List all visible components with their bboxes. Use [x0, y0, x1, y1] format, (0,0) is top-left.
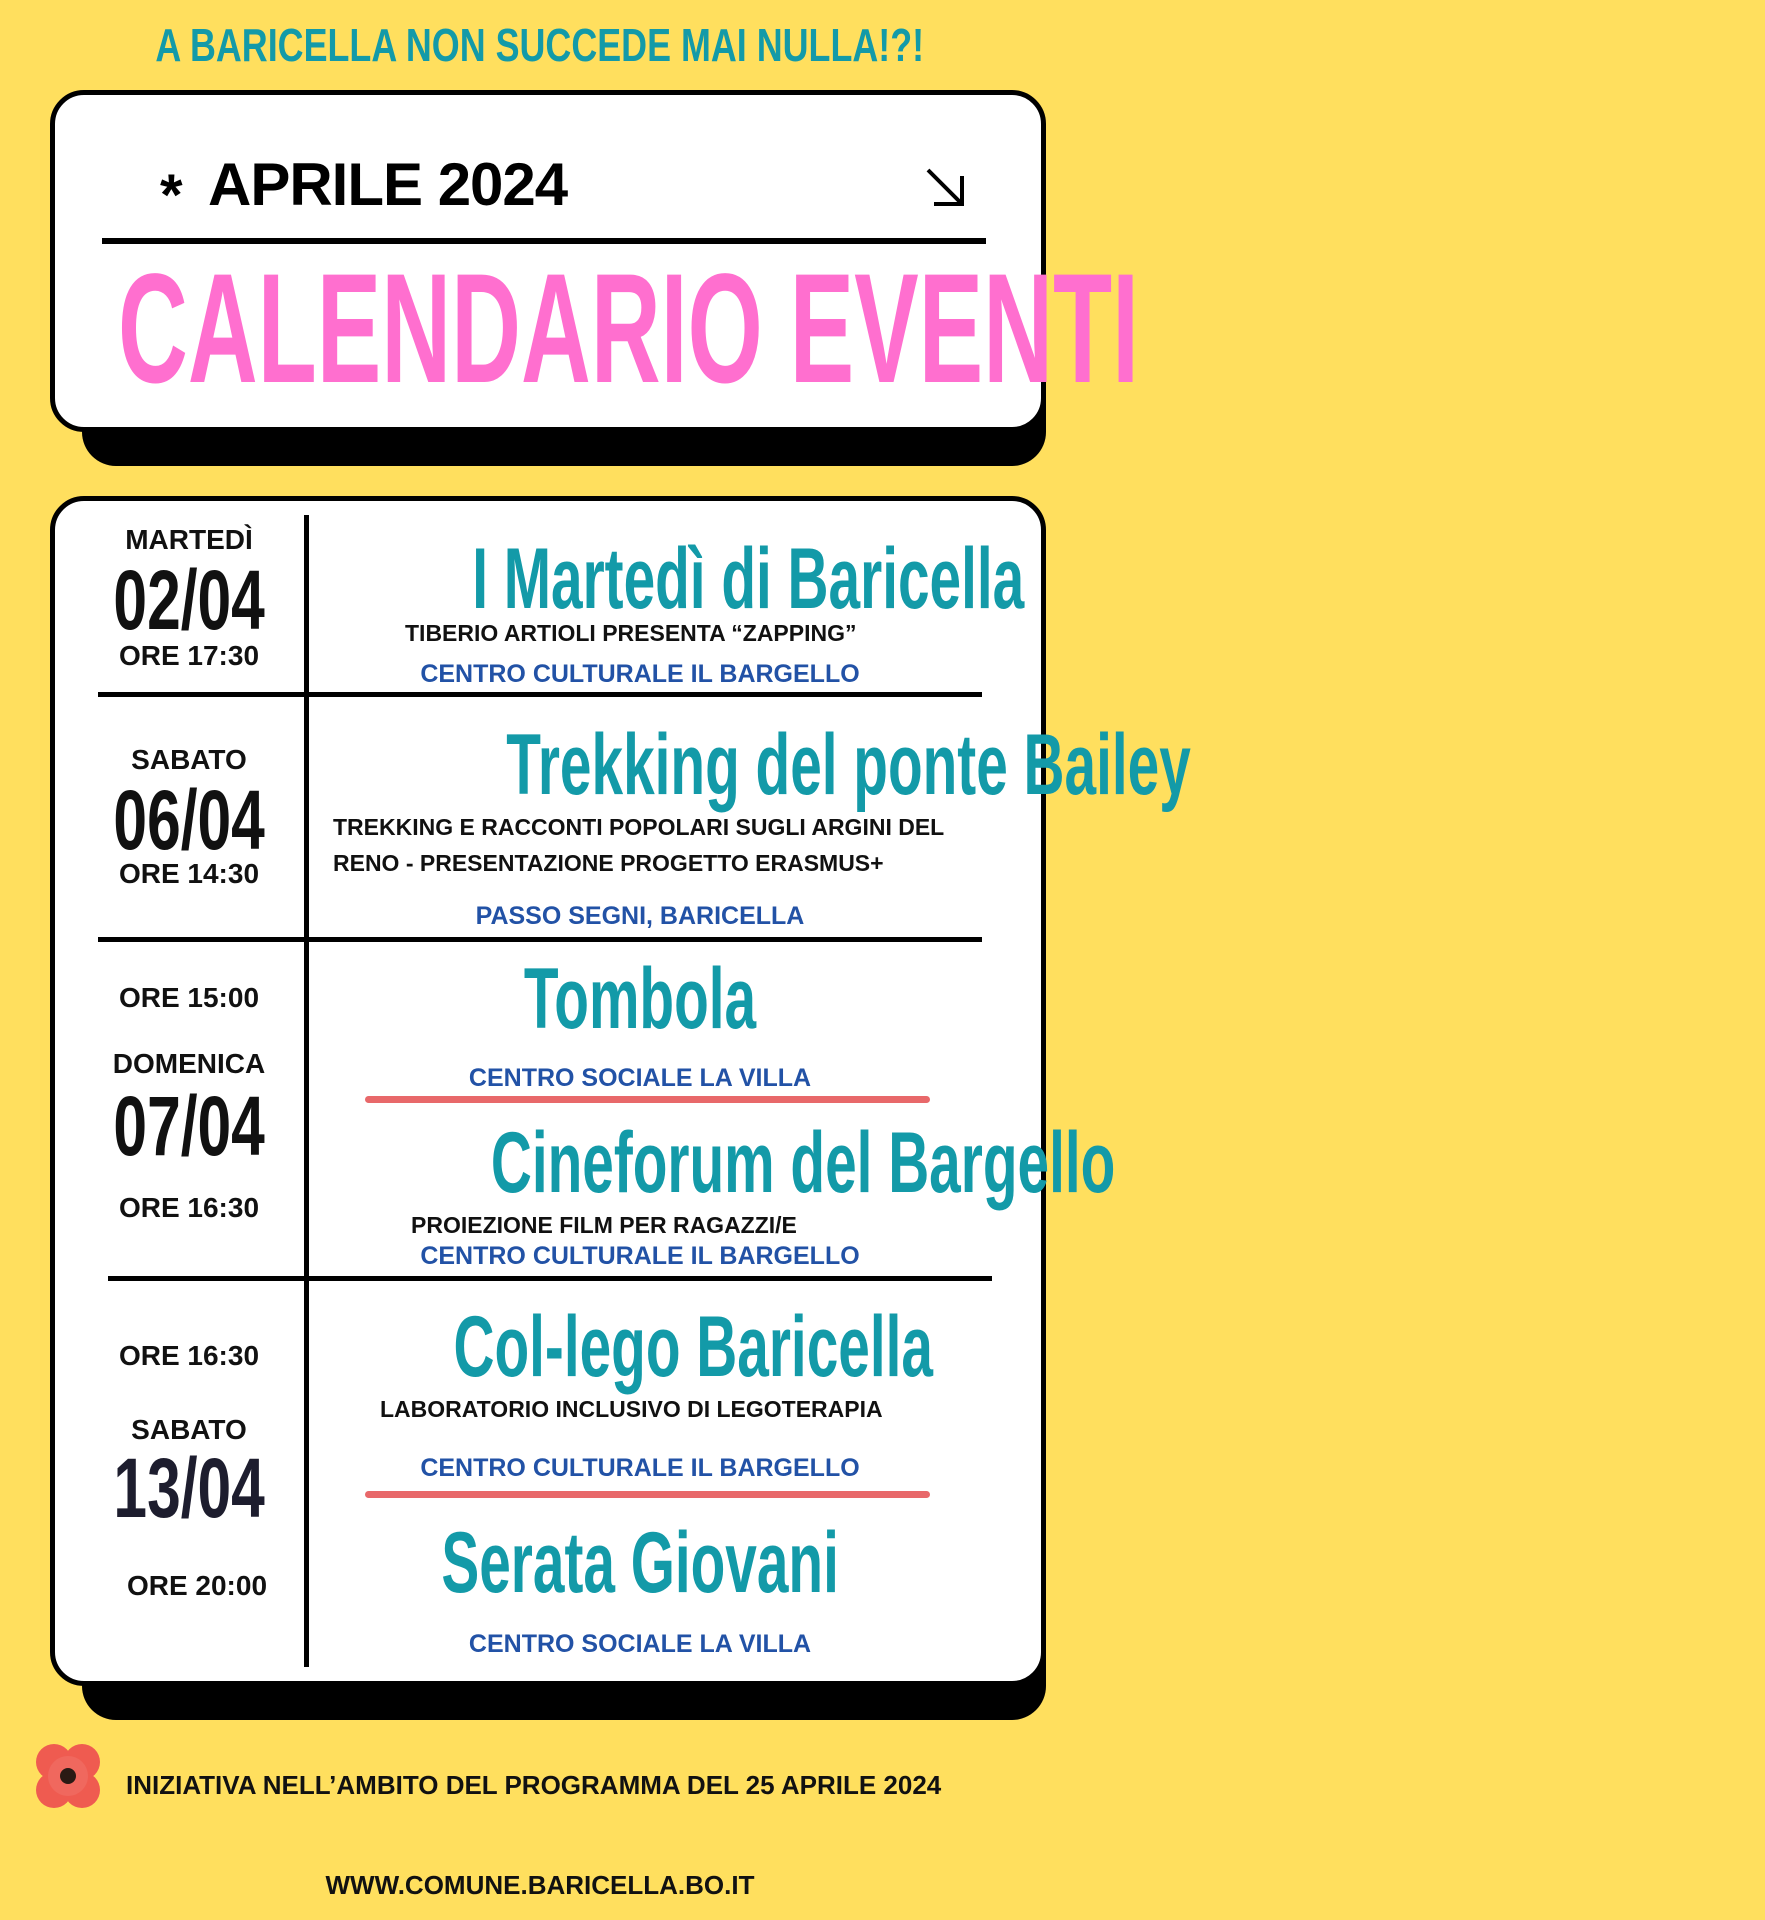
event-location: CENTRO CULTURALE IL BARGELLO — [420, 660, 860, 688]
event-description: TREKKING E RACCONTI POPOLARI SUGLI ARGINI DEL — [333, 814, 945, 840]
event-location: CENTRO SOCIALE LA VILLA — [468, 1630, 812, 1658]
date-number: 06/04 — [113, 773, 265, 867]
initiative-note: INIZIATIVA NELL’AMBITO DEL PROGRAMMA DEL 25 APRILE 2024 — [126, 1770, 942, 1800]
date-number: 02/04 — [113, 553, 265, 647]
date-number: 13/04 — [113, 1441, 265, 1535]
event-title: Cineforum del Bargello — [490, 1115, 1116, 1211]
arrow-down-right-icon — [922, 164, 970, 212]
event-location: CENTRO CULTURALE IL BARGELLO — [420, 1242, 860, 1270]
event-divider — [365, 1491, 930, 1498]
event-description: TIBERIO ARTIOLI PRESENTA “ZAPPING” — [405, 620, 857, 646]
row-divider — [108, 1276, 992, 1281]
page-title: CALENDARIO EVENTI — [118, 242, 1139, 416]
date-day: SABATO — [131, 744, 247, 775]
event-location: CENTRO CULTURALE IL BARGELLO — [420, 1454, 860, 1482]
date-time: ORE 20:00 — [126, 1570, 268, 1601]
event-description: PROIEZIONE FILM PER RAGAZZI/E — [411, 1212, 797, 1238]
star-icon: * — [160, 163, 183, 228]
event-location: PASSO SEGNI, BARICELLA — [475, 902, 805, 930]
date-time: ORE 17:30 — [118, 640, 260, 671]
row-divider — [98, 692, 982, 697]
date-time: ORE 16:30 — [118, 1192, 260, 1223]
event-location: CENTRO SOCIALE LA VILLA — [468, 1064, 812, 1092]
website-link[interactable]: WWW.COMUNE.BARICELLA.BO.IT — [325, 1870, 755, 1900]
event-description: RENO - PRESENTAZIONE PROGETTO ERASMUS+ — [333, 850, 884, 876]
row-divider — [98, 937, 982, 942]
event-title: Trekking del ponte Bailey — [506, 717, 1191, 813]
date-day: MARTEDÌ — [125, 524, 253, 555]
month-heading: APRILE 2024 — [208, 151, 568, 218]
poppy-flower-icon — [30, 1738, 106, 1814]
date-day: DOMENICA — [112, 1048, 266, 1079]
event-title: Serata Giovani — [441, 1515, 839, 1611]
date-number: 07/04 — [113, 1079, 265, 1173]
event-title: Col-lego Baricella — [453, 1299, 933, 1395]
event-description: LABORATORIO INCLUSIVO DI LEGOTERAPIA — [380, 1396, 883, 1422]
date-time: ORE 15:00 — [118, 982, 260, 1013]
event-divider — [365, 1096, 930, 1103]
date-time: ORE 14:30 — [118, 858, 260, 889]
event-title: I Martedì di Baricella — [472, 531, 1025, 627]
date-day: SABATO — [131, 1414, 247, 1445]
event-title: Tombola — [523, 951, 757, 1047]
column-divider — [304, 515, 309, 1667]
date-time: ORE 16:30 — [118, 1340, 260, 1371]
tagline: A BARICELLA NON SUCCEDE MAI NULLA!?! — [155, 19, 925, 71]
